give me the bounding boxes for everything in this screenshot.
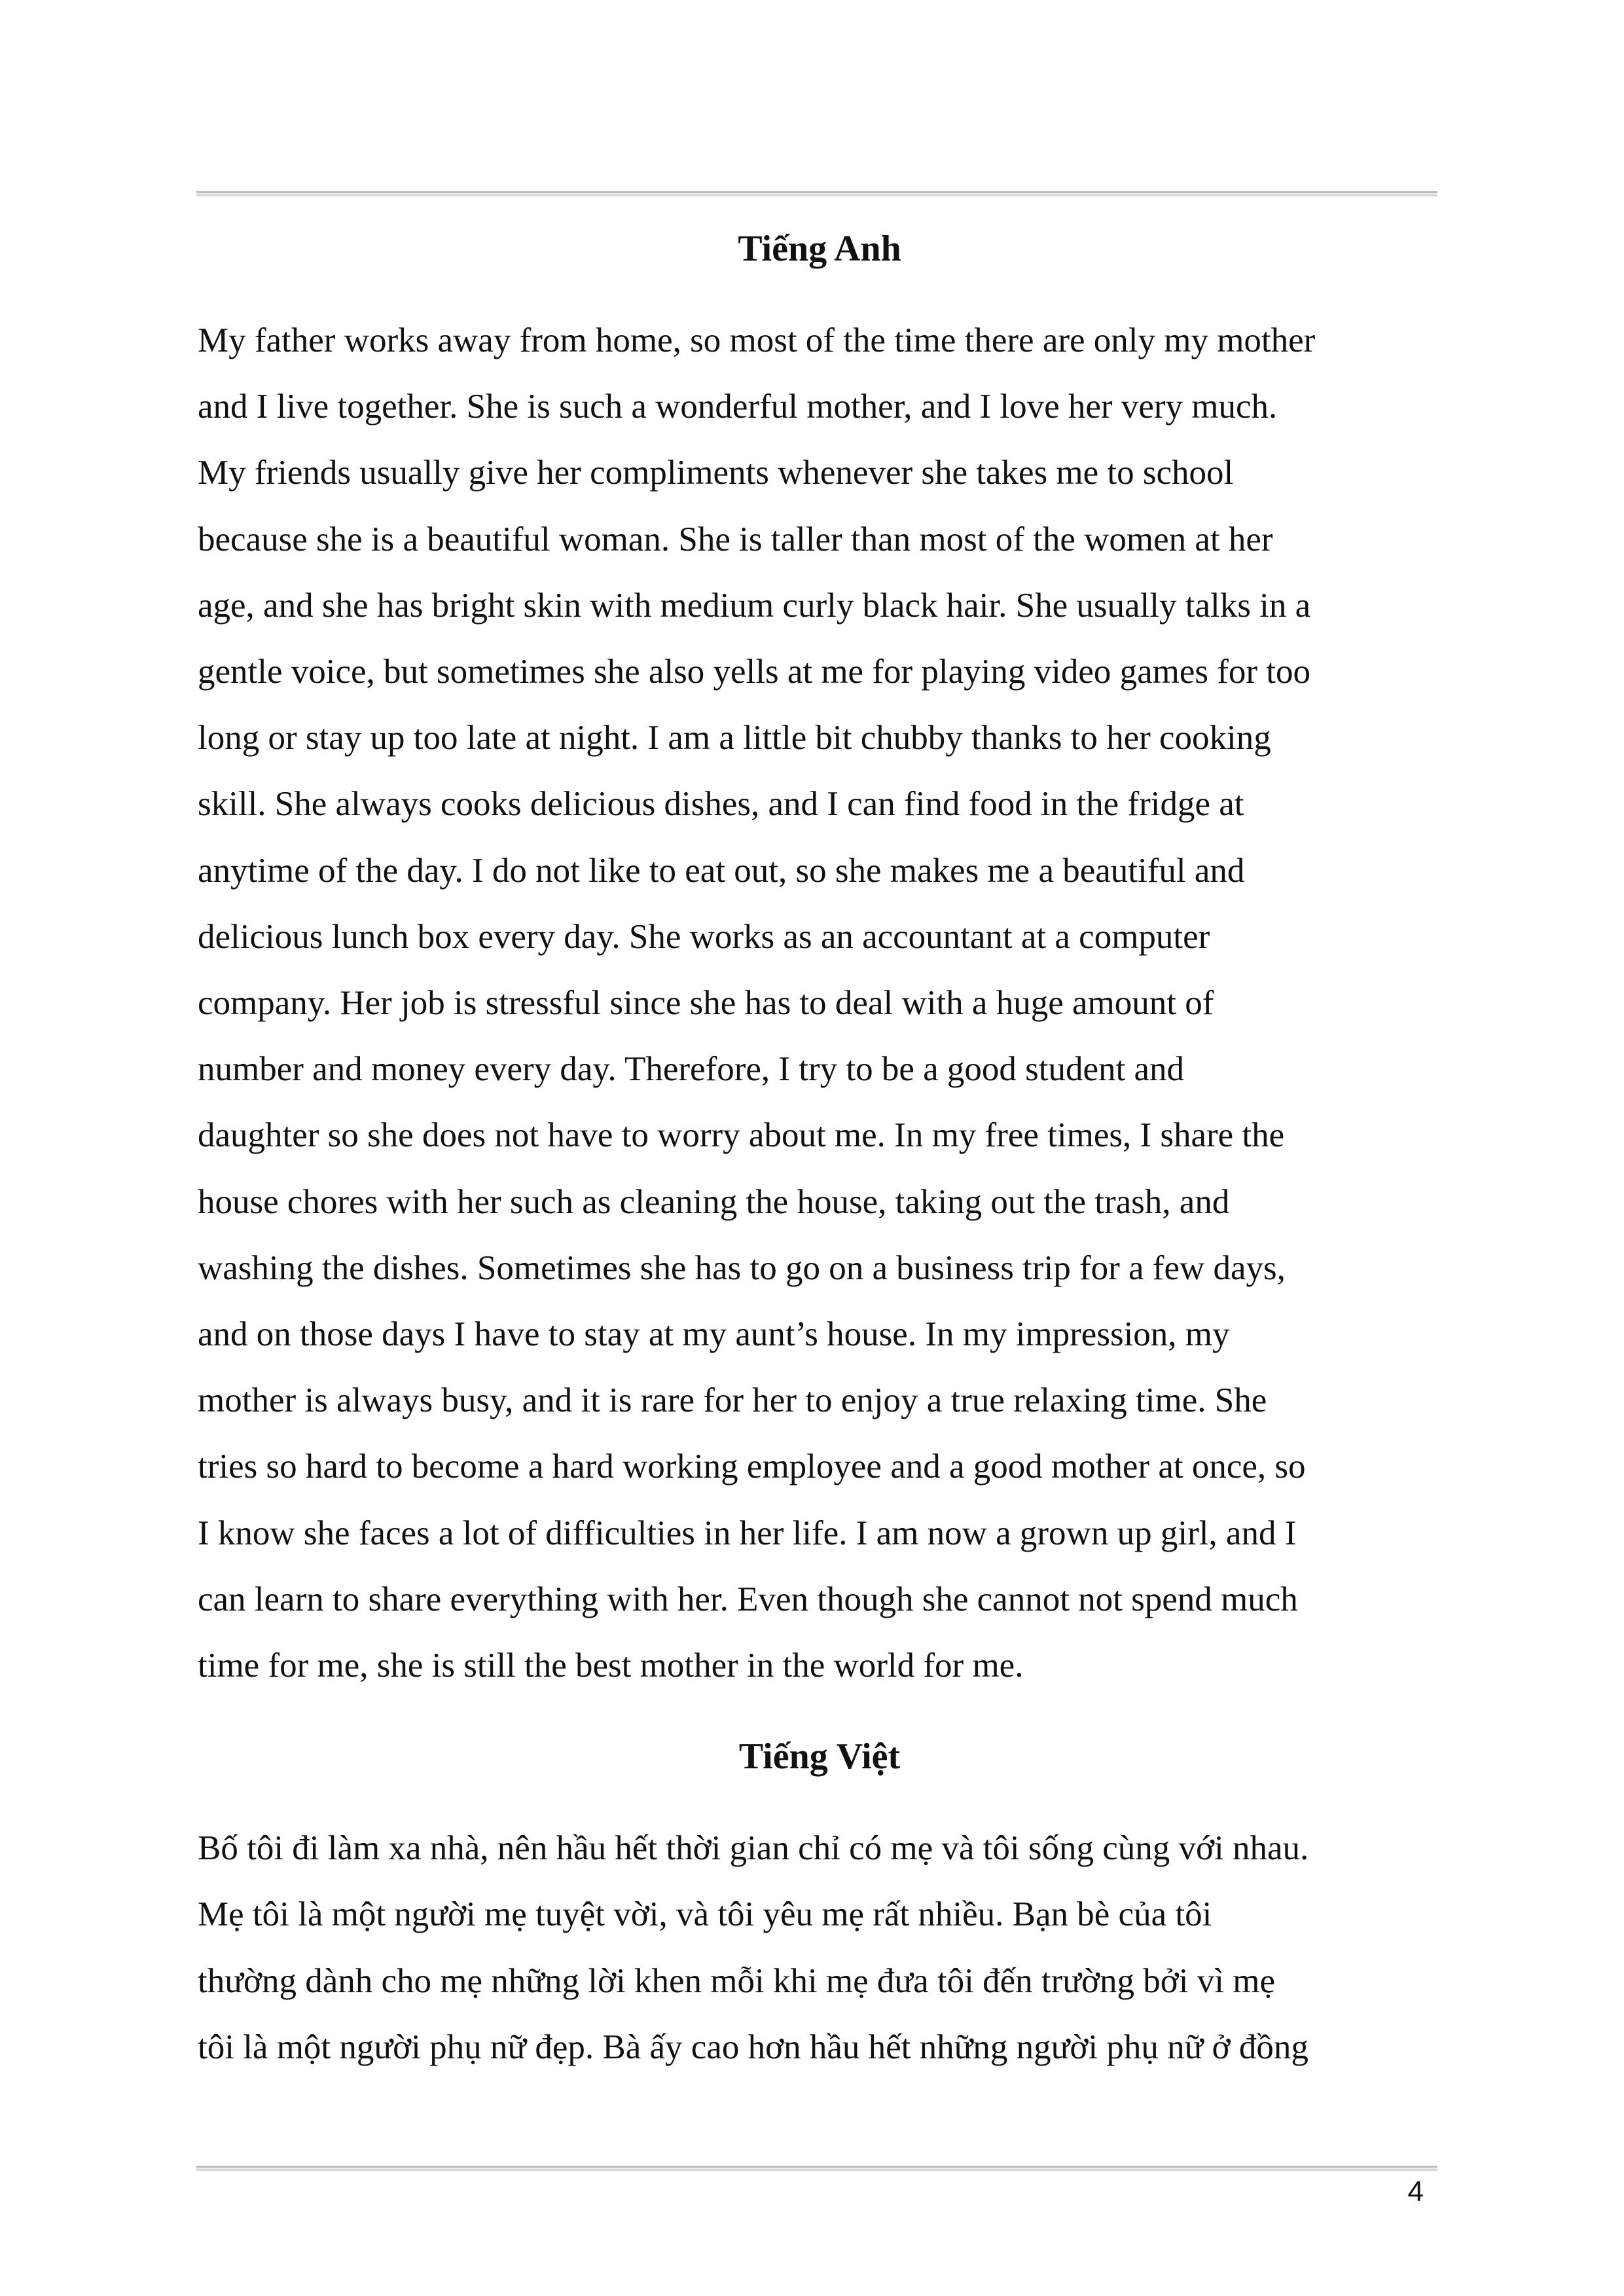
english-line: tries so hard to become a hard working employee and a good mother at once, so	[198, 1448, 1306, 1486]
vietnamese-line: tôi là một người phụ nữ đẹp. Bà ấy cao hơn hầu hết những người phụ nữ ở đồng	[198, 2028, 1308, 2066]
english-line: can learn to share everything with her. Even though she cannot not spend much	[198, 1580, 1298, 1618]
english-line: and on those days I have to stay at my aunt’s house. In my impression, my	[198, 1315, 1230, 1354]
english-line: My friends usually give her compliments whenever she takes me to school	[198, 454, 1234, 492]
page-content	[198, 216, 1441, 2081]
english-line: washing the dishes. Sometimes she has to go on a business trip for a few days,	[198, 1248, 1286, 1287]
english-line: daughter so she does not have to worry about me. In my free times, I share the	[198, 1116, 1285, 1155]
header-rule	[196, 191, 1437, 196]
english-line: delicious lunch box every day. She works as an accountant at a computer	[198, 917, 1210, 956]
english-line: anytime of the day. I do not like to eat out, so she makes me a beautiful and	[198, 851, 1245, 890]
english-line: time for me, she is still the best mother in the world for me.	[198, 1647, 1024, 1685]
english-heading: Tiếng Anh	[738, 228, 901, 269]
english-line: skill. She always cooks delicious dishes, and I can find food in the fridge at	[198, 785, 1244, 824]
english-line: company. Her job is stressful since she has to deal with a huge amount of	[198, 984, 1214, 1023]
vietnamese-paragraph	[198, 1815, 1441, 2081]
english-line: house chores with her such as cleaning the house, taking out the trash, and	[198, 1182, 1230, 1221]
english-line: and I live together. She is such a wonderful mother, and I love her very much.	[198, 388, 1278, 426]
page-number: 4	[1407, 2176, 1424, 2208]
vietnamese-line: Bố tôi đi làm xa nhà, nên hầu hết thời gian chỉ có mẹ và tôi sống cùng với nhau.	[198, 1829, 1309, 1868]
footer-rule	[196, 2166, 1437, 2171]
english-line: number and money every day. Therefore, I try to be a good student and	[198, 1050, 1185, 1089]
vietnamese-heading: Tiếng Việt	[738, 1736, 901, 1777]
english-line: long or stay up too late at night. I am a little bit chubby thanks to her cooking	[198, 719, 1271, 757]
english-line: My father works away from home, so most of the time there are only my mother	[198, 321, 1316, 359]
english-line: mother is always busy, and it is rare for her to enjoy a true relaxing time. She	[198, 1381, 1267, 1420]
english-paragraph	[198, 308, 1441, 1699]
english-line: age, and she has bright skin with medium curly black hair. She usually talks in a	[198, 586, 1311, 625]
vietnamese-line: Mẹ tôi là một người mẹ tuyệt vời, và tôi yêu mẹ rất nhiều. Bạn bè của tôi	[198, 1895, 1212, 1934]
english-line: I know she faces a lot of difficulties in her life. I am now a grown up girl, and I	[198, 1514, 1297, 1552]
english-line: because she is a beautiful woman. She is taller than most of the women at her	[198, 520, 1273, 558]
vietnamese-line: thường dành cho mẹ những lời khen mỗi khi mẹ đưa tôi đến trường bởi vì mẹ	[198, 1961, 1276, 2000]
english-line: gentle voice, but sometimes she also yells at me for playing video games for too	[198, 653, 1311, 691]
